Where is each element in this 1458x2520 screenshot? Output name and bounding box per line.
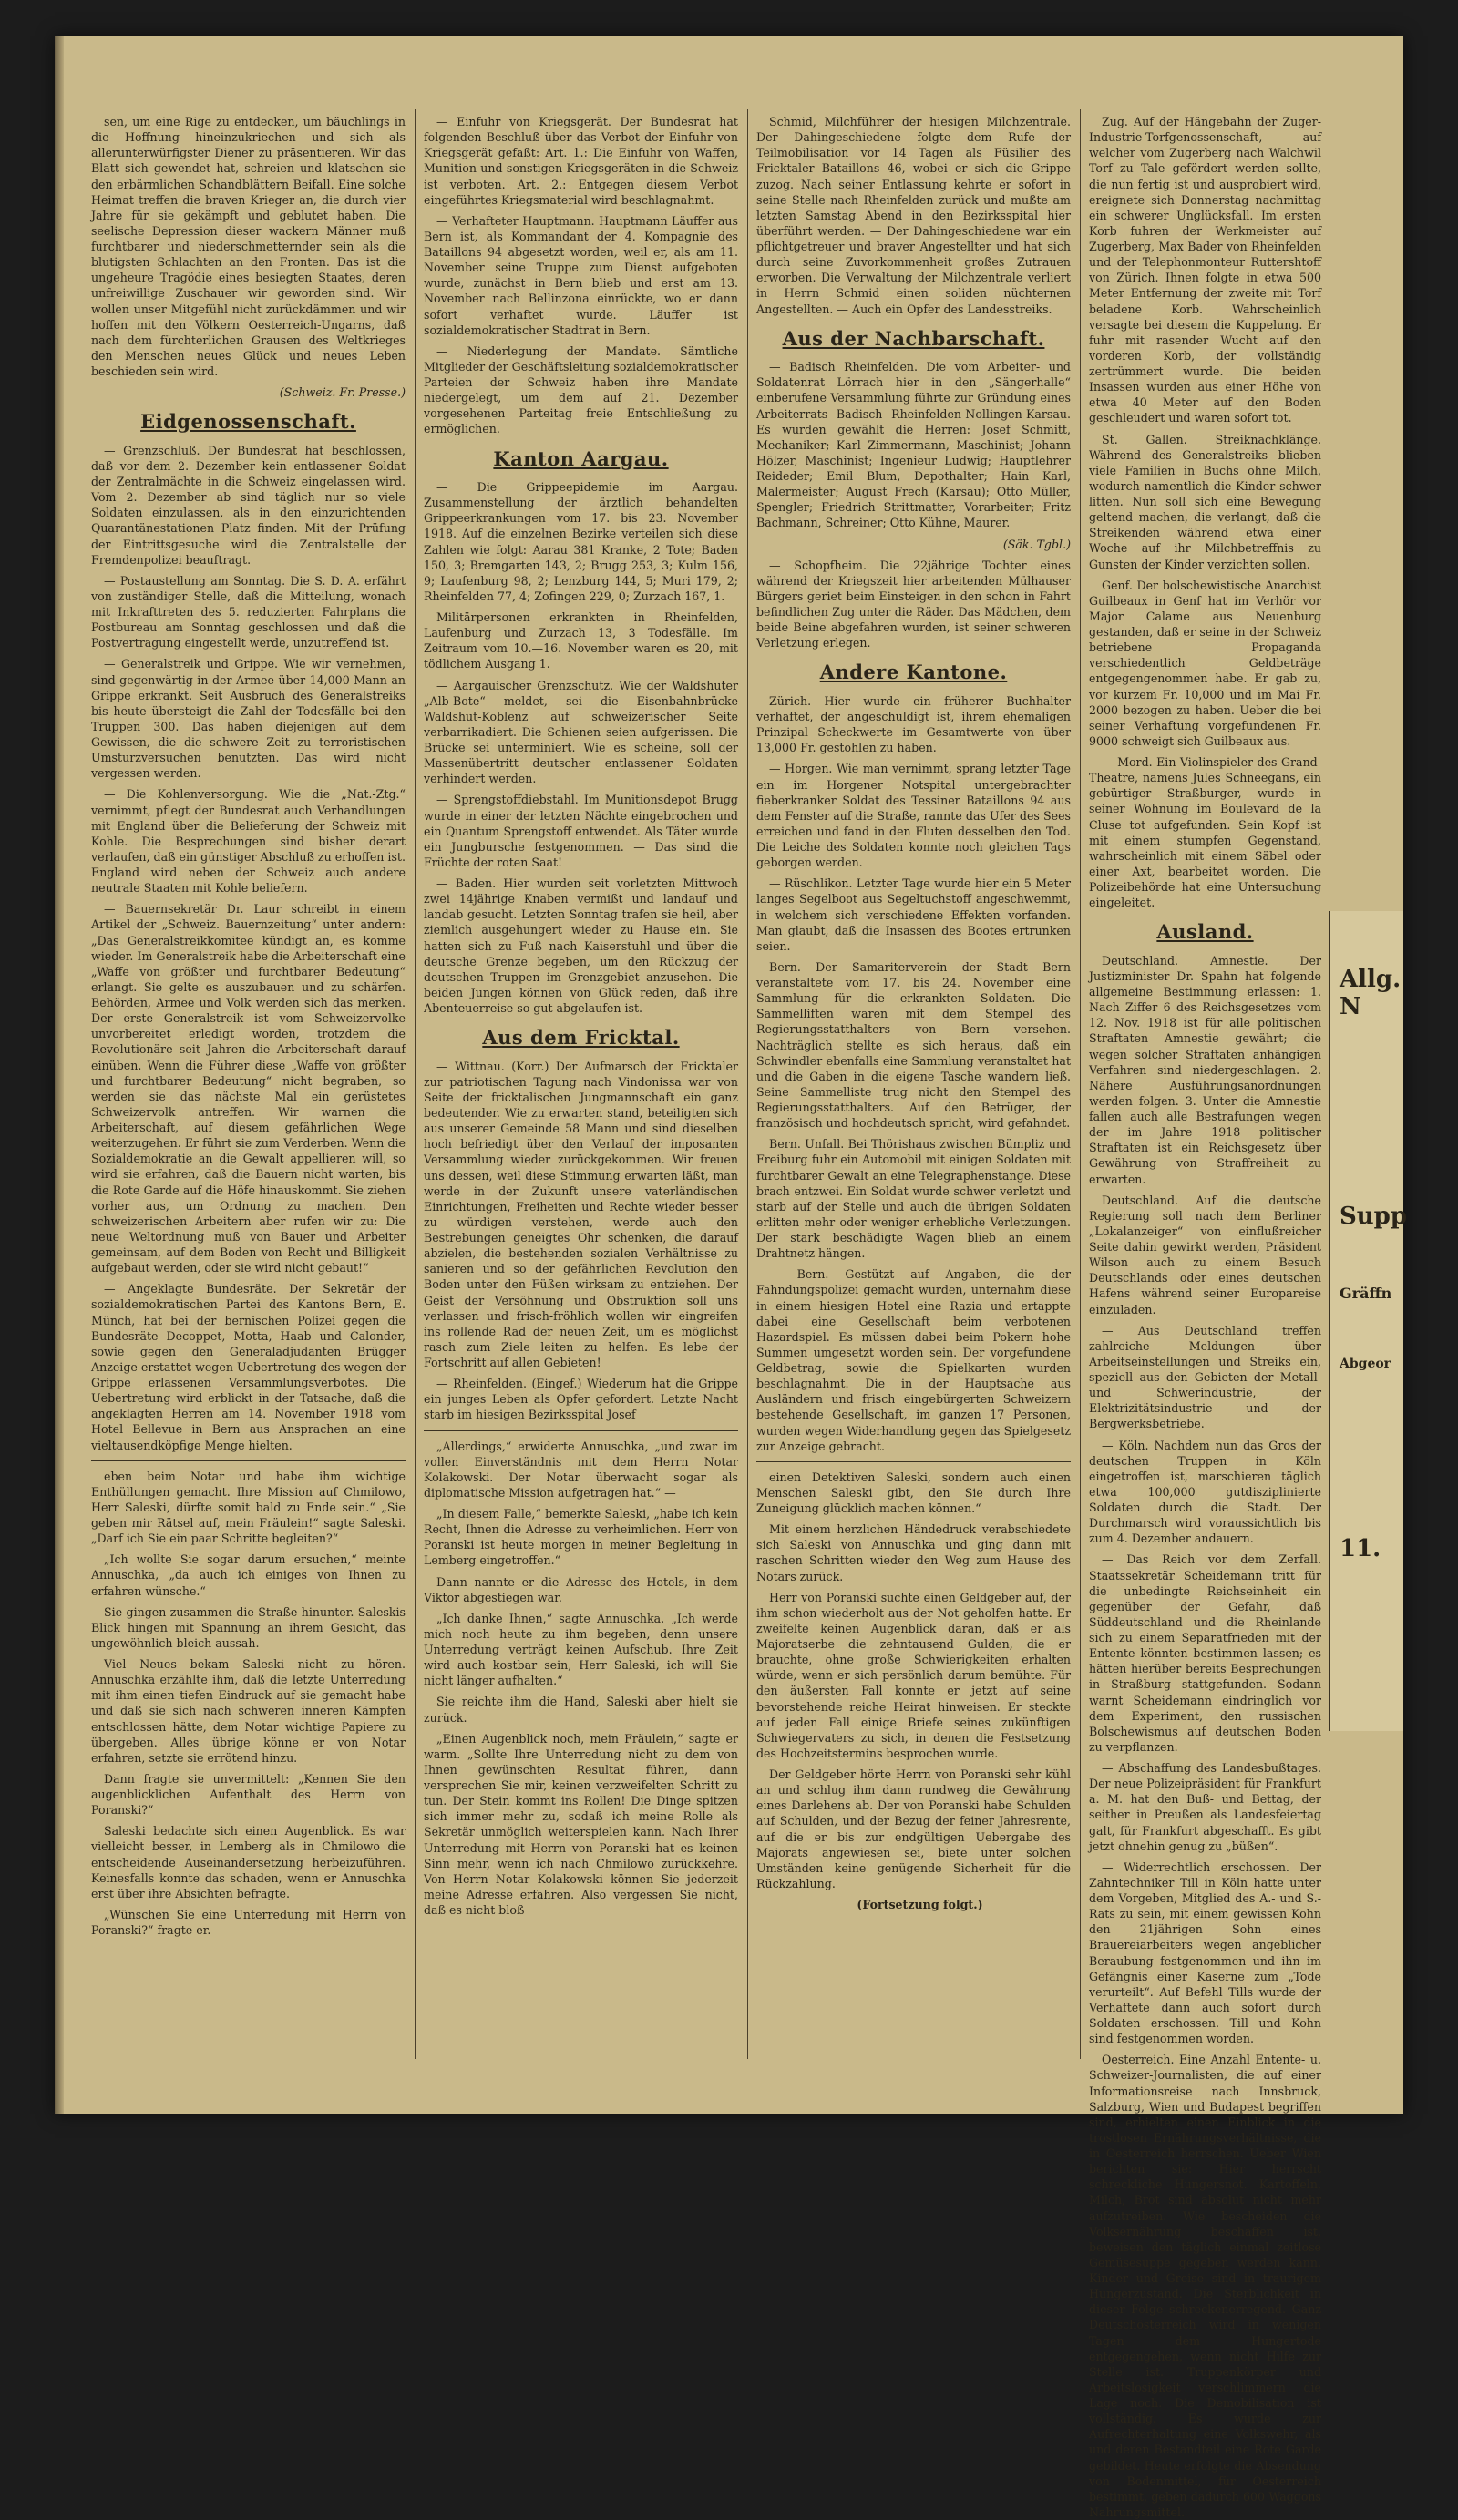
paragraph: Sie gingen zusammen die Straße hinunter. Saleskis Blick hingen mit Spannung an ihrem Gesicht, das ungewöhnlich bleich aussah. <box>91 1604 406 1650</box>
paragraph: Genf. Der bolschewistische Anarchist Guilbeaux in Genf hat im Verhör vor Major Calame aus Neuenburg gestanden, daß er seine in der Schweiz betriebene Propaganda verschiedentlich Geldbeträge entgegengenommen habe. Er gab zu, vor kurzem Fr. 10,000 und im Mai Fr. 2000 bezogen zu haben. Ueber die bei seiner Verhaftung vorgefundenen Fr. 9000 schweigt sich Guilbeaux aus. <box>1089 578 1321 748</box>
paragraph: — Köln. Nachdem nun das Gros der deutschen Truppen in Köln eingetroffen ist, marschieren täglich etwa 100,000 gutdisziplinierte Soldaten durch die Stadt. Der Durchmarsch wird voraussichtlich bis zum 4. Dezember andauern. <box>1089 1438 1321 1546</box>
paragraph: „Ich wollte Sie sogar darum ersuchen,“ meinte Annuschka, „da auch ich einiges von Ihnen zu erfahren wünsche.“ <box>91 1552 406 1598</box>
paragraph: Zug. Auf der Hängebahn der Zuger-Industrie-Torfgenossenschaft, auf welcher vom Zugerberg nach Walchwil Torf zu Tale gefördert werden sollte, die nun fertig ist und ausprobiert wird, ereignete sich Donnerstag nachmittag ein schwerer Unglücksfall. Im ersten Korb fuhren der Werkmeister auf Zugerberg, Max Bader von Rheinfelden und der Telephonmonteur Ruttershtoff von Zürich. Ihnen folgte in etwa 500 Meter Entfernung der zweite mit Torf beladene Korb. Wahrscheinlich versagte bei diesem die Kuppelung. Er fuhr mit rasender Wucht auf den vorderen Korb, der vollständig zertrümmert wurde. Die beiden Insassen wurden aus einer Höhe von etwa 40 Meter auf den Boden geschleudert und waren sofort tot. <box>1089 115 1321 425</box>
paragraph: Bern. Unfall. Bei Thörishaus zwischen Bümpliz und Freiburg fuhr ein Automobil mit einigen Soldaten mit furchtbarer Gewalt an eine Telegraphenstange. Diese brach entzwei. Ein Soldat wurde schwer verletzt und starb auf der Stelle und auch die übrigen Soldaten erlitten mehr oder weniger erhebliche Verletzungen. Der stark beschädigte Wagen blieb an einem Drahtnetz hängen. <box>756 1137 1071 1261</box>
paragraph: Saleski bedachte sich einen Augenblick. Es war vielleicht besser, in Lemberg als in Chmilowo die entscheidende Auseinandersetzung herbeizuführen. Keinesfalls konnte das schaden, wenn er Annuschka erst über ihre Absichten befragte. <box>91 1824 406 1900</box>
paragraph: „Wünschen Sie eine Unterredung mit Herrn von Poranski?“ fragte er. <box>91 1907 406 1938</box>
column-divider <box>415 109 416 2059</box>
feuilleton-divider <box>91 1460 406 1461</box>
paragraph: — Niederlegung der Mandate. Sämtliche Mitglieder der Geschäftsleitung sozialdemokratischer Parteien der Schweiz haben ihre Mandate niedergelegt, um dem auf 21. Dezember vorgesehenen Parteitag freie Entschließung zu ermöglichen. <box>424 343 738 436</box>
paragraph: — Horgen. Wie man vernimmt, sprang letzter Tage ein im Horgener Notspital untergebrachter fieberkranker Soldat des Tessiner Bataillons 94 aus dem Fenster auf die Straße, rannte das Ufer des Sees erreichen und fand in den Fluten desselben den Tod. Die Leiche des Soldaten konnte noch gleichen Tags geborgen werden. <box>756 762 1071 870</box>
paragraph: einen Detektiven Saleski, sondern auch einen Menschen Saleski gibt, den Sie durch Ihre Zuneigung glücklich machen können.“ <box>756 1470 1071 1516</box>
paragraph: Der Geldgeber hörte Herrn von Poranski sehr kühl an und schlug ihm dann rundweg die Gewährung eines Darlehens ab. Der von Poranski habe Schulden auf Schulden, und der Bezug der feiner Jahresrente, auf die er bis zur endgültigen Uebergabe des Majorats angewiesen sei, biete unter solchen Umständen keine genügende Sicherheit für die Rückzahlung. <box>756 1767 1071 1890</box>
paragraph: Viel Neues bekam Saleski nicht zu hören. Annuschka erzählte ihm, daß die letzte Unterredung mit ihm einen tiefen Eindruck auf sie gemacht habe und daß sie sich nach schweren inneren Kämpfen entschlossen hätte, dem Notar wichtige Papiere zu übergeben. Alles übrige könne er von Notar erfahren, setzte sie errötend hinzu. <box>91 1657 406 1765</box>
paragraph: — Bern. Gestützt auf Angaben, die der Fahndungspolizei gemacht wurden, unternahm diese in einem hiesigen Hotel eine Razia und ertappte dabei eine Gesellschaft beim verbotenen Hazardspiel. Es müssen dabei beim Pokern hohe Summen umgesetzt worden sein. Der vorgefundene Geldbetrag, sowie die Spielkarten wurden beschlagnahmt. Die in der Hauptsache aus Ausländern und frisch eingebürgerten Schweizern bestehende Gesellschaft, im ganzen 17 Personen, wurden wegen Widerhandlung gegen das Spielgesetz zur Anzeige gebracht. <box>756 1267 1071 1453</box>
paragraph: Deutschland. Amnestie. Der Justizminister Dr. Spahn hat folgende allgemeine Bestimmung erlassen: 1. Nach Ziffer 6 des Reichsgesetzes vom 12. Nov. 1918 ist für alle politischen Straftaten Amnestie gewährt; die wegen solcher Straftaten anhängigen Verfahren sind niedergeschlagen. 2. Nähere Ausführungsanordnungen werden folgen. 3. Unter die Amnestie fallen auch alle Bestrafungen wegen der im Jahre 1918 politischer Straftaten ist ein Reichsgesetz über Gewährung von Straffreiheit zu erwarten. <box>1089 953 1321 1186</box>
strip-text: Gräffn <box>1340 1285 1392 1302</box>
newspaper-page <box>55 36 1408 2519</box>
strip-text: Supp <box>1340 1203 1408 1230</box>
paragraph: — Aargauischer Grenzschutz. Wie der Waldshuter „Alb-Bote“ meldet, sei die Eisenbahnbrücke Waldshut-Koblenz auf schweizerischer Seite verbarrikadiert. Die Schienen seien aufgerissen. Die Brücke sei unterminiert. Wie es scheine, soll der Massenübertritt deutscher entlassener Soldaten verhindert werden. <box>424 678 738 786</box>
paragraph: — Die Grippeepidemie im Aargau. Zusammenstellung der ärztlich behandelten Grippeerkrankungen vom 17. bis 23. November 1918. Auf die einzelnen Bezirke verteilen sich diese Zahlen wie folgt: Aarau 381 Kranke, 2 Tote; Baden 150, 3; Bremgarten 143, 2; Brugg 253, 3; Kulm 156, 9; Laufenburg 98, 2; Lenzburg 144, 5; Muri 179, 2; Rheinfelden 77, 4; Zofingen 229, 0; Zurzach 167, 1. <box>424 480 738 603</box>
paragraph: „Ich danke Ihnen,“ sagte Annuschka. „Ich werde mich noch heute zu ihm begeben, denn unsere Unterredung verträgt keinen Aufschub. Ihre Zeit wird auch kostbar sein, Herr Saleski, ich will Sie nicht länger aufhalten.“ <box>424 1611 738 1688</box>
adjacent-page-strip <box>1329 911 1408 1731</box>
paragraph: — Aus Deutschland treffen zahlreiche Meldungen über Arbeitseinstellungen und Streiks ein, speziell aus den Gebieten der Metall- und Schwerindustrie, der Elektrizitätsindustrie und der Bergwerksbetriebe. <box>1089 1323 1321 1431</box>
paragraph: — Badisch Rheinfelden. Die vom Arbeiter- und Soldatenrat Lörrach hier in den „Sängerhalle“ einberufene Versammlung führte zur Gründung eines Arbeiterrats Badisch Rheinfelden-Nollingen-Karsau. Es wurden gewählt die Herren: Josef Schmitt, Mechaniker; Karl Zimmermann, Maschinist; Johann Hölzer, Maschinist; Ingenieur Ludwig; Hauptlehrer Reideder; Emil Blum, Depothalter; Hain Karl, Malermeister; August Frech (Karsau); Otto Müller, Spengler; Friedrich Strittmatter, Vorarbeiter; Fritz Bachmann, Schreiner; Otto Kühne, Maurer. <box>756 360 1071 530</box>
paragraph: eben beim Notar und habe ihm wichtige Enthüllungen gemacht. Ihre Mission auf Chmilowo, Herr Saleski, dürfte somit bald zu Ende sein.“ „Sie geben mir Rätsel auf, mein Fräulein!“ sagte Saleski. „Darf ich Sie ein paar Schritte begleiten?“ <box>91 1469 406 1546</box>
paragraph: Schmid, Milchführer der hiesigen Milchzentrale. Der Dahingeschiedene folgte dem Rufe der Teilmobilisation vor 14 Tagen als Füsilier des Fricktaler Bataillons 46, wobei er sich die Grippe zuzog. Nach seiner Entlassung kehrte er sofort in seine Stelle nach Rheinfelden zurück und mußte am letzten Samstag Abend in den Bezirksspital hier überführt werden. — Der Dahingeschiedene war ein pflichtgetreuer und braver Angestellter und hat sich durch seine Zuvorkommenheit großes Zutrauen erworben. Die Verwaltung der Milchzentrale verliert in Herrn Schmid einen soliden nüchternen Angestellten. — Auch ein Opfer des Landesstreiks. <box>756 115 1071 316</box>
book-spine <box>55 36 64 2114</box>
paragraph: — Abschaffung des Landesbußtages. Der neue Polizeipräsident für Frankfurt a. M. hat den Buß- und Bettag, der seither in Preußen als Landesfeiertag galt, für Frankfurt abgeschafft. Es gibt jetzt ohnehin genug zu „büßen“. <box>1089 1761 1321 1853</box>
section-heading-eidgenossenschaft: Eidgenossenschaft. <box>140 410 356 434</box>
column-4 <box>1089 114 1321 2519</box>
paragraph: St. Gallen. Streiknachklänge. Während des Generalstreiks blieben viele Familien in Buchs ohne Milch, wodurch namentlich die Kinder schwer litten. Nun soll sich eine Bewegung geltend machen, die verlangt, daß die Streikenden während etwa einer Woche auf ihr Milchbetreffnis zu Gunsten der Kinder verzichten sollen. <box>1089 432 1321 571</box>
paragraph: — Verhafteter Hauptmann. Hauptmann Läuffer aus Bern ist, als Kommandant der 4. Kompagnie des Bataillons 94 abgesetzt worden, weil er, als am 11. November seine Truppe zum Dienst aufgeboten wurde, zunächst in Bern blieb und erst am 13. November nach Bellinzona einrückte, wo er dann sofort verhaftet wurde. Läuffer ist sozialdemokratischer Stadtrat in Bern. <box>424 213 738 337</box>
paragraph: — Wittnau. (Korr.) Der Aufmarsch der Fricktaler zur patriotischen Tagung nach Vindonissa war von Seite der fricktalischen Jungmannschaft ein ganz bedeutender. Wie zu erwarten stand, beteiligten sich aus unserer Gemeinde 58 Mann und sind dieselben hoch befriedigt über den Verlauf der imposanten Versammlung wieder zurückgekommen. Wir freuen uns dessen, weil diese Stimmung erwarten läßt, man werde in der Zukunft unsere vaterländischen Einrichtungen, Freiheiten und Rechte wieder besser zu würdigen verstehen, werde auch den Bestrebungen geneigtes Ohr schenken, die darauf abzielen, die bestehenden sozialen Verhältnisse zu sanieren und so der gefährlichen Revolution den Boden unter den Füßen wirksam zu entziehen. Der Geist der Versöhnung und Obstruktion soll uns verlassen und frisch-fröhlich wollen wir eingreifen ins rollende Rad der neuen Zeit, um es möglichst rasch zum Ziele leiten zu helfen. Es lebe der Fortschritt auf allen Gebieten! <box>424 1059 738 1370</box>
paragraph: Herr von Poranski suchte einen Geldgeber auf, der ihm schon wiederholt aus der Not geholfen hatte. Er zweifelte keinen Augenblick daran, daß er als Majoratserbe die zehntausend Gulden, die er brauchte, ohne große Schwierigkeiten erhalten würde, wenn er sich persönlich darum bemühte. Für den äußersten Fall konnte er jetzt auf seine bevorstehende reiche Heirat hinweisen. Er steckte auf jeden Fall einige Briefe seines zukünftigen Schwiegervaters zu sich, in denen die Festsetzung des Hochzeitstermins besprochen wurde. <box>756 1590 1071 1760</box>
feuilleton-divider <box>424 1430 738 1431</box>
paragraph: — Grenzschluß. Der Bundesrat hat beschlossen, daß vor dem 2. Dezember kein entlassener Soldat der Zentralmächte in die Schweiz eingelassen wird. Vom 2. Dezember ab sind täglich nur so viele Soldaten einzulassen, als in den einzurichtenden Quarantänestationen Platz finden. Mit der Prüfung der Eintrittsgesuche wird die Zentralstelle der Fremdenpolizei beauftragt. <box>91 443 406 567</box>
strip-text: Allg. N <box>1340 966 1402 1020</box>
paragraph: — Mord. Ein Violinspieler des Grand-Theatre, namens Jules Schneegans, ein gebürtiger Straßburger, wurde in seiner Wohnung im Boulevard de la Cluse tot aufgefunden. Sein Kopf ist mit einem stumpfen Gegenstand, wahrscheinlich mit einem Säbel oder einer Axt, bearbeitet worden. Die Polizeibehörde hat eine Untersuchung eingeleitet. <box>1089 755 1321 910</box>
paragraph: — Generalstreik und Grippe. Wie wir vernehmen, sind gegenwärtig in der Armee über 14,000 Mann an Grippe erkrankt. Seit Ausbruch des Generalstreiks bis heute übersteigt die Zahl der Todesfälle bei den Truppen 300. Das haben diejenigen auf dem Gewissen, die die schwere Zeit zu terroristischen Umsturzversuchen benutzten. Das wird nicht vergessen werden. <box>91 657 406 781</box>
source-credit: (Säk. Tgbl.) <box>1002 537 1071 551</box>
paragraph: — Bauernsekretär Dr. Laur schreibt in einem Artikel der „Schweiz. Bauernzeitung“ unter andern: „Das Generalstreikkomitee kündigt an, es komme wieder. Im Generalstreik habe die Arbeiterschaft eine „Waffe von größter und furchtbarer Bedeutung“ erlangt. Sie gelte es auszubauen und zu schärfen. Behörden, Armee und Volk werden sich das merken. Der erste Generalstreik ist vom Schweizervolke unvorbereitet erledigt worden, trotzdem die Revolutionäre seit Jahren die Arbeiterschaft darauf einüben. Wenn die Führer diese „Waffe von größter und furchtbarer Bedeutung“ nicht begraben, so werden sie das nächste Mal ein gerüstetes Schweizervolk antreffen. Wir warnen die Arbeiterschaft, auf diesem gefährlichen Wege weiterzugehen. Er führt sie zum Verderben. Wenn die Sozialdemokratie an die Gewalt appellieren will, so wird sie erfahren, daß die Bauern nicht warten, bis die Rote Garde auf die Höfe hinauskommt. Sie ziehen vorher aus, um Ordnung zu machen. Den schweizerischen Arbeitern aber rufen wir zu: Die neue Weltordnung muß von Bauer und Arbeiter gemeinsam, auf dem Boden von Recht und Billigkeit aufgebaut werden, oder sie wird nicht gebaut!“ <box>91 902 406 1275</box>
paragraph: Deutschland. Auf die deutsche Regierung soll nach dem Berliner „Lokalanzeiger“ von einflußreicher Seite dahin gewirkt werden, Präsident Wilson auch zu einem Besuch Deutschlands oder eines deutschen Hafens während seiner Europareise einzuladen. <box>1089 1193 1321 1316</box>
paragraph: — Baden. Hier wurden seit vorletzten Mittwoch zwei 14jährige Knaben vermißt und landauf und landab gesucht. Letzten Sonntag trafen sie heil, aber ziemlich ausgehungert wieder zu Hause ein. Sie hatten sich zu Fuß nach Kaiserstuhl und über die deutsche Grenze begeben, um den Rückzug der deutschen Truppen im Grenzgebiet anzusehen. Die beiden Jungen können von Glück reden, daß ihre Abenteuerreise so gut abgelaufen ist. <box>424 876 738 1016</box>
paragraph: — Rheinfelden. (Eingef.) Wiederum hat die Grippe ein junges Leben als Opfer gefordert. Letzte Nacht starb im hiesigen Bezirksspital Josef <box>424 1377 738 1422</box>
paragraph: — Rüschlikon. Letzter Tage wurde hier ein 5 Meter langes Segelboot aus Segeltuchstoff angeschwemmt, in welchem sich verschiedene Effekten vorfanden. Man glaubt, daß die Insassen des Bootes ertrunken seien. <box>756 876 1071 953</box>
paragraph: Dann fragte sie unvermittelt: „Kennen Sie den augenblicklichen Aufenthalt des Herrn von Poranski?“ <box>91 1771 406 1818</box>
column-divider <box>1080 109 1081 2059</box>
strip-text: Abgeor <box>1340 1357 1391 1371</box>
paragraph: Militärpersonen erkrankten in Rheinfelden, Laufenburg und Zurzach 13, 3 Todesfälle. Im Zeitraum vom 10.—16. November waren es 20, mit tödlichem Ausgang 1. <box>424 610 738 671</box>
source-credit: (Schweiz. Fr. Presse.) <box>279 385 406 400</box>
paragraph: — Postaustellung am Sonntag. Die S. D. A. erfährt von zuständiger Stelle, daß die Mitteilung, wonach mit Inkrafttreten des 5. reduzierten Fahrplans die Postbureau am Sonntag geschlossen und daß die Postvertragung eingestellt werde, unzutreffend ist. <box>91 573 406 650</box>
column-1 <box>91 114 406 2073</box>
paragraph: Sie reichte ihm die Hand, Saleski aber hielt sie zurück. <box>424 1695 738 1725</box>
paragraph: — Sprengstoffdiebstahl. Im Munitionsdepot Brugg wurde in einer der letzten Nächte eingebrochen und ein Quantum Sprengstoff entwendet. Als Täter wurde ein Jungbursche festgenommen. — Das sind die Früchte der roten Saat! <box>424 793 738 869</box>
paragraph: Bern. Der Samariterverein der Stadt Bern veranstaltete vom 17. bis 24. November eine Sammlung für die erkrankten Soldaten. Die Sammelliften waren mit dem Stempel des Regierungsstatthalters von Bern versehen. Nachträglich stellte es sich heraus, daß ein Schwindler ebenfalls eine Sammlung veranstaltet hat und die Gaben in die eigene Tasche wandern ließ. Seine Sammelliste trug nicht den Stempel des Regierungsstatthalters. Auf den Betrüger, der französisch und hochdeutsch spricht, wird gefahndet. <box>756 959 1071 1131</box>
paragraph: Zürich. Hier wurde ein früherer Buchhalter verhaftet, der angeschuldigt ist, ihrem ehemaligen Prinzipal Scheckwerte im Gesamtwerte von über 13,000 Fr. gestohlen zu haben. <box>756 693 1071 755</box>
column-3 <box>756 114 1071 2073</box>
paragraph: sen, um eine Rige zu entdecken, um bäuchlings in die Hoffnung hineinzukriechen und sich als allerunterwürfigster Diener zu präsentieren. Wir das Blatt sich gewendet hat, schreien und klatschen sie den erbärmlichen Schandblättern Beifall. Eine solche Heimat treffen die braven Krieger an, die durch vier Jahre für sie gekämpft und geblutet haben. Die seelische Depression dieser wackern Männer muß furchtbarer und niederschmetternder sein als die blutigsten Schlachten an den Fronten. Das ist die ungeheure Tragödie eines besiegten Staates, deren unfreiwillige Zuschauer wir geworden sind. Wir wollen unser Mitgefühl nicht zurückdämmen und wir hoffen mit den Völkern Oesterreich-Ungarns, daß nach dem fürchterlichen Grausen des Weltkrieges den Menschen neues Glück und neues Leben beschieden sein wird. <box>91 115 406 378</box>
paragraph: — Widerrechtlich erschossen. Der Zahntechniker Till in Köln hatte unter dem Vorgeben, Mitglied des A.- und S.-Rats zu sein, mit einem gewissen Kohn den 21jährigen Sohn eines Brauereiarbeiters wegen angeblicher Beraubung festgenommen und ihn im Gefängnis einer Kaserne zum „Tode verurteilt“. Auf Befehl Tills wurde der Verhaftete dann auch sofort durch Soldaten erschossen. Till und Kohn sind festgenommen worden. <box>1089 1859 1321 2046</box>
section-heading-kanton-aargau: Kanton Aargau. <box>493 446 669 470</box>
section-heading-fricktal: Aus dem Fricktal. <box>482 1026 680 1050</box>
paragraph: Mit einem herzlichen Händedruck verabschiedete sich Saleski von Annuschka und ging dann mit raschen Schritten wieder den Weg zum Hause des Notars zurück. <box>756 1522 1071 1583</box>
paragraph: — Schopfheim. Die 22jährige Tochter eines während der Kriegszeit hier arbeitenden Mülhauser Bürgers geriet beim Einsteigen in den schon in Fahrt befindlichen Zug unter die Räder. Das Mädchen, dem beide Beine abgefahren wurden, ist seiner schweren Verletzung erlegen. <box>756 558 1071 650</box>
paragraph: „Allerdings,“ erwiderte Annuschka, „und zwar im vollen Einverständnis mit dem Herrn Notar Kolakowski. Der Notar überwacht sogar als diplomatische Mission aufgetragen hat.“ — <box>424 1439 738 1500</box>
column-divider <box>747 109 748 2059</box>
paragraph: — Die Kohlenversorgung. Wie die „Nat.-Ztg.“ vernimmt, pflegt der Bundesrat auch Verhandlungen mit England über die Belieferung der Schweiz mit Kohle. Die Besprechungen sind bisher derart verlaufen, daß ein günstiger Abschluß zu erhoffen ist. England wird neben der Schweiz auch andere neutrale Staaten mit Kohle beliefern. <box>91 787 406 896</box>
paragraph: Oesterreich. Eine Anzahl Entente- u. Schweizer-Journalisten, die auf einer Informationsreise nach Innsbruck, Salzburg, Wien und Budapest begriffen sind, erhielten einen Einblick in die trostlosen Ernährungsverhältnisse, die in Oesterreich herrschen. Ueber Wien berichten sie: Hier herrscht schreckliche Hungersnot. Kartoffeln, Milch, Brot sind absolut nicht mehr aufzutreiben. Wie bescheiden die Volksernährung beschaffen ist, beweisen den täglich einmal zeitlose Gemüsesuppe gegeben werden kann. Kinder und Greise sind in traurigem Hungerzustand. Die Sterblichkeit in dieser Folge schreckenerregend. Ganz Deutschösterreich wird in wenigen Tagen dem Hungertode entgegengehen, wenn nicht Hilfe zur Stelle ist. Truppenkörper und Arbeitslosigkeit verschlimmern die Lage noch. Die Demobilisation ist vollständig. Es wurde zur Aufrechterhaltung eine Volkswehr, als und deren Bestandteil eine Rote Garde gebildet. Heute erfolgte die Absendung von Bodenmittel, für Oesterreich bestimmt, geben dadurch 600 Waggons Nahrungsmittel. <box>1089 2053 1321 2519</box>
paragraph: — Das Reich vor dem Zerfall. Staatssekretär Scheidemann tritt für die unbedingte Reichseinheit ein gegenüber der Gefahr, daß Süddeutschland und die Rheinlande sich zu einem Separatfrieden mit der Entente könnten bestimmen lassen; es hätten hierüber bereits Besprechungen in Straßburg stattgefunden. Sodann warnt Scheidemann eindringlich vor dem Experiment, den russischen Bolschewismus auf deutschen Boden zu verpflanzen. <box>1089 1552 1321 1754</box>
continuation-note: (Fortsetzung folgt.) <box>857 1898 983 1912</box>
paragraph: — Angeklagte Bundesräte. Der Sekretär der sozialdemokratischen Partei des Kantons Bern, E. Münch, hat bei der bernischen Polizei gegen die Bundesräte Decoppet, Motta, Haab und Calonder, sowie gegen den Generaladjudanten Brügger Anzeige erstattet wegen Uebertretung des wegen der Grippe erlassenen Versammlungsverbotes. Die Uebertretung wird erblickt in der Tatsache, daß die angeklagten Herren am 14. November 1918 vom Hotel Bellevue in Bern aus Ansprachen an eine vieltausendköpfige Menge hielten. <box>91 1282 406 1452</box>
feuilleton-divider <box>756 1461 1071 1462</box>
paragraph: — Einfuhr von Kriegsgerät. Der Bundesrat hat folgenden Beschluß über das Verbot der Einfuhr von Kriegsgerät gefaßt: Art. 1.: Die Einfuhr von Waffen, Munition und sonstigen Kriegsgeräten in die Schweiz ist verboten. Art. 2.: Entgegen diesem Verbot eingeführtes Kriegsmaterial wird beschlagnahmt. <box>424 115 738 207</box>
section-heading-ausland: Ausland. <box>1156 920 1254 944</box>
paragraph: Dann nannte er die Adresse des Hotels, in dem Viktor abgestiegen war. <box>424 1574 738 1604</box>
paragraph: „In diesem Falle,“ bemerkte Saleski, „habe ich kein Recht, Ihnen die Adresse zu verheimlichen. Herr von Poranski ist heute morgen in meiner Begleitung in Lemberg eingetroffen.“ <box>424 1507 738 1568</box>
section-heading-nachbarschaft: Aus der Nachbarschaft. <box>782 326 1045 350</box>
section-heading-andere-kantone: Andere Kantone. <box>819 661 1008 684</box>
column-2 <box>424 114 738 2073</box>
paragraph: „Einen Augenblick noch, mein Fräulein,“ sagte er warm. „Sollte Ihre Unterredung nicht zu dem von Ihnen gewünschten Resultat führen, dann versprechen Sie mir, keinen verzweifelten Schritt zu tun. Der Stein kommt ins Rollen! Die Dinge spitzen sich immer mehr zu, sodaß ich meine Rolle als Sekretär unmöglich weiterspielen kann. Nach Ihrer Unterredung mit Herrn von Poranski hat es keinen Sinn mehr, wenn ich nach Chmilowo zurückkehre. Von Herrn Notar Kolakowski können Sie jederzeit meine Adresse erfahren. Also vergessen Sie nicht, daß es nicht bloß <box>424 1731 738 1918</box>
strip-text: 11. <box>1340 1535 1381 1562</box>
